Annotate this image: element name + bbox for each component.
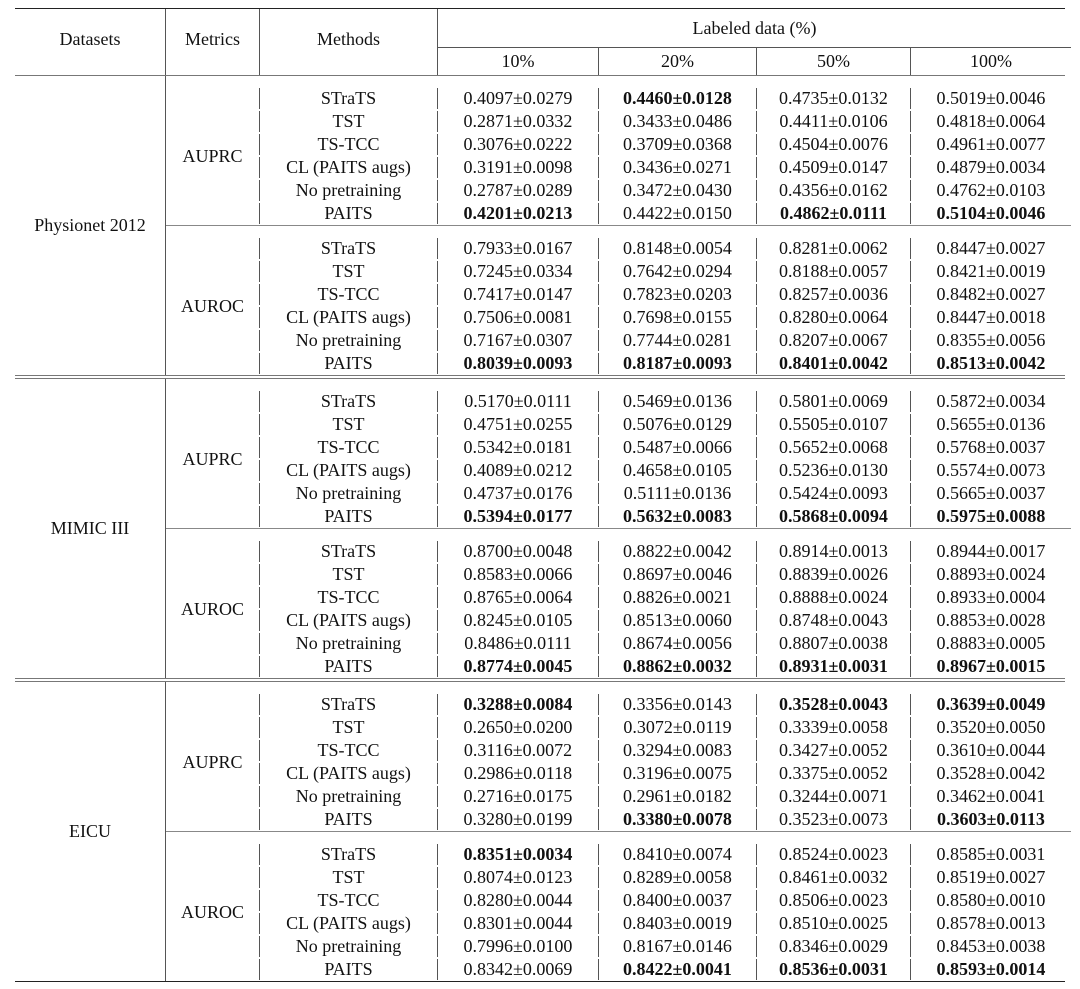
dataset-group [15, 76, 1065, 379]
value-cell: 0.7698±0.0155 [598, 307, 756, 328]
metric-blocks [165, 379, 1071, 678]
value-cell: 0.8447±0.0018 [910, 307, 1071, 328]
value-cell: 0.8453±0.0038 [910, 936, 1071, 957]
table-row [259, 808, 1071, 831]
value-cell: 0.5236±0.0130 [756, 460, 910, 481]
value-cell: 0.8486±0.0111 [437, 633, 598, 654]
method-name: TST [259, 261, 437, 282]
method-name: CL (PAITS augs) [259, 763, 437, 784]
value-cell: 0.2986±0.0118 [437, 763, 598, 784]
value-cell: 0.4504±0.0076 [756, 134, 910, 155]
value-cell: 0.8578±0.0013 [910, 913, 1071, 934]
metric-label: AUROC [180, 901, 244, 922]
value-cell: 0.5394±0.0177 [437, 506, 598, 527]
value-cell: 0.8289±0.0058 [598, 867, 756, 888]
value-cell: 0.7642±0.0294 [598, 261, 756, 282]
header-percent: 100% [910, 48, 1071, 75]
value-cell: 0.7823±0.0203 [598, 284, 756, 305]
table-row [259, 179, 1071, 202]
value-cell: 0.8346±0.0029 [756, 936, 910, 957]
value-cell: 0.8765±0.0064 [437, 587, 598, 608]
header-percent: 10% [501, 51, 535, 71]
value-cell: 0.8510±0.0025 [756, 913, 910, 934]
value-cell: 0.4751±0.0255 [437, 414, 598, 435]
value-cell: 0.7933±0.0167 [437, 238, 598, 259]
table-row [259, 586, 1071, 609]
table-row [259, 609, 1071, 632]
metric-block [166, 76, 1071, 226]
table-row [259, 843, 1071, 866]
table-row [259, 156, 1071, 179]
value-cell: 0.4879±0.0034 [910, 157, 1071, 178]
value-cell: 0.5665±0.0037 [910, 483, 1071, 504]
value-cell: 0.5469±0.0136 [598, 391, 756, 412]
table-row [259, 436, 1071, 459]
method-rows [259, 843, 1071, 981]
value-cell: 0.8888±0.0024 [756, 587, 910, 608]
value-cell: 0.8187±0.0093 [598, 353, 756, 374]
table-row [259, 202, 1071, 225]
header-percent: 20% [598, 48, 756, 75]
value-cell: 0.3427±0.0052 [756, 740, 910, 761]
value-cell: 0.7996±0.0100 [437, 936, 598, 957]
method-rows [259, 693, 1071, 831]
value-cell: 0.8482±0.0027 [910, 284, 1071, 305]
value-cell: 0.8401±0.0042 [756, 353, 910, 374]
value-cell: 0.3528±0.0042 [910, 763, 1071, 784]
value-cell: 0.3603±0.0113 [910, 809, 1071, 830]
value-cell: 0.8207±0.0067 [756, 330, 910, 351]
value-cell: 0.8826±0.0021 [598, 587, 756, 608]
value-cell: 0.3076±0.0222 [437, 134, 598, 155]
value-cell: 0.8967±0.0015 [910, 656, 1071, 677]
value-cell: 0.4961±0.0077 [910, 134, 1071, 155]
value-cell: 0.8447±0.0027 [910, 238, 1071, 259]
method-name: CL (PAITS augs) [259, 157, 437, 178]
value-cell: 0.3191±0.0098 [437, 157, 598, 178]
method-name: TST [259, 414, 437, 435]
method-name: No pretraining [259, 633, 437, 654]
method-name: PAITS [259, 809, 437, 830]
method-name: TST [259, 717, 437, 738]
value-cell: 0.8519±0.0027 [910, 867, 1071, 888]
method-name: No pretraining [259, 330, 437, 351]
value-cell: 0.8839±0.0026 [756, 564, 910, 585]
value-cell: 0.8674±0.0056 [598, 633, 756, 654]
method-name: STraTS [259, 541, 437, 562]
value-cell: 0.8933±0.0004 [910, 587, 1071, 608]
value-cell: 0.4460±0.0128 [598, 88, 756, 109]
value-cell: 0.8351±0.0034 [437, 844, 598, 865]
table-row [259, 110, 1071, 133]
method-name: STraTS [259, 694, 437, 715]
method-name: STraTS [259, 238, 437, 259]
value-cell: 0.8461±0.0032 [756, 867, 910, 888]
header-labeled-data [437, 9, 1071, 75]
value-cell: 0.3433±0.0486 [598, 111, 756, 132]
method-name: No pretraining [259, 786, 437, 807]
value-cell: 0.8281±0.0062 [756, 238, 910, 259]
metric-label: AUPRC [182, 145, 243, 166]
table-row [259, 739, 1071, 762]
value-cell: 0.7417±0.0147 [437, 284, 598, 305]
value-cell: 0.8422±0.0041 [598, 959, 756, 980]
value-cell: 0.2787±0.0289 [437, 180, 598, 201]
method-name: CL (PAITS augs) [259, 913, 437, 934]
value-cell: 0.4422±0.0150 [598, 203, 756, 224]
table-row [259, 912, 1071, 935]
value-cell: 0.4201±0.0213 [437, 203, 598, 224]
table-row [259, 237, 1071, 260]
value-cell: 0.8148±0.0054 [598, 238, 756, 259]
value-cell: 0.3375±0.0052 [756, 763, 910, 784]
value-cell: 0.3072±0.0119 [598, 717, 756, 738]
value-cell: 0.2716±0.0175 [437, 786, 598, 807]
value-cell: 0.4818±0.0064 [910, 111, 1071, 132]
value-cell: 0.8774±0.0045 [437, 656, 598, 677]
table-row [259, 693, 1071, 716]
value-cell: 0.5872±0.0034 [910, 391, 1071, 412]
value-cell: 0.8893±0.0024 [910, 564, 1071, 585]
metric-label: AUPRC [182, 448, 243, 469]
value-cell: 0.8513±0.0042 [910, 353, 1071, 374]
method-rows [259, 87, 1071, 225]
dataset-label: EICU [69, 821, 111, 841]
value-cell: 0.3528±0.0043 [756, 694, 910, 715]
value-cell: 0.8580±0.0010 [910, 890, 1071, 911]
value-cell: 0.4658±0.0105 [598, 460, 756, 481]
method-name: CL (PAITS augs) [259, 610, 437, 631]
value-cell: 0.3356±0.0143 [598, 694, 756, 715]
value-cell: 0.2871±0.0332 [437, 111, 598, 132]
value-cell: 0.8807±0.0038 [756, 633, 910, 654]
table-row [259, 762, 1071, 785]
method-name: TS-TCC [259, 134, 437, 155]
method-name: PAITS [259, 203, 437, 224]
method-name: PAITS [259, 506, 437, 527]
value-cell: 0.8167±0.0146 [598, 936, 756, 957]
value-cell: 0.2650±0.0200 [437, 717, 598, 738]
value-cell: 0.5170±0.0111 [437, 391, 598, 412]
value-cell: 0.8039±0.0093 [437, 353, 598, 374]
value-cell: 0.3639±0.0049 [910, 694, 1071, 715]
header-datasets: Datasets [59, 28, 121, 49]
value-cell: 0.8342±0.0069 [437, 959, 598, 980]
table-row [259, 958, 1071, 981]
method-rows [259, 390, 1071, 528]
value-cell: 0.5975±0.0088 [910, 506, 1071, 527]
metric-label: AUPRC [182, 751, 243, 772]
value-cell: 0.5019±0.0046 [910, 88, 1071, 109]
table-row [259, 655, 1071, 678]
value-cell: 0.3610±0.0044 [910, 740, 1071, 761]
table-row [259, 540, 1071, 563]
table-row [259, 260, 1071, 283]
value-cell: 0.3709±0.0368 [598, 134, 756, 155]
dataset-group [15, 682, 1065, 982]
metric-block [166, 226, 1071, 375]
value-cell: 0.8944±0.0017 [910, 541, 1071, 562]
metric-blocks [165, 682, 1071, 981]
method-name: STraTS [259, 391, 437, 412]
value-cell: 0.8853±0.0028 [910, 610, 1071, 631]
value-cell: 0.4509±0.0147 [756, 157, 910, 178]
header-percent: 50% [756, 48, 910, 75]
value-cell: 0.5342±0.0181 [437, 437, 598, 458]
method-name: PAITS [259, 959, 437, 980]
method-name: TST [259, 564, 437, 585]
method-name: TS-TCC [259, 740, 437, 761]
table-header [15, 9, 1065, 76]
value-cell: 0.4411±0.0106 [756, 111, 910, 132]
header-metrics: Metrics [165, 9, 259, 75]
method-name: TS-TCC [259, 890, 437, 911]
value-cell: 0.8074±0.0123 [437, 867, 598, 888]
value-cell: 0.3280±0.0199 [437, 809, 598, 830]
value-cell: 0.8245±0.0105 [437, 610, 598, 631]
value-cell: 0.8355±0.0056 [910, 330, 1071, 351]
value-cell: 0.8513±0.0060 [598, 610, 756, 631]
value-cell: 0.4762±0.0103 [910, 180, 1071, 201]
value-cell: 0.5076±0.0129 [598, 414, 756, 435]
value-cell: 0.8280±0.0044 [437, 890, 598, 911]
value-cell: 0.4089±0.0212 [437, 460, 598, 481]
value-cell: 0.5652±0.0068 [756, 437, 910, 458]
table-row [259, 935, 1071, 958]
table-row [259, 632, 1071, 655]
table-row [259, 87, 1071, 110]
value-cell: 0.3339±0.0058 [756, 717, 910, 738]
value-cell: 0.8583±0.0066 [437, 564, 598, 585]
value-cell: 0.3523±0.0073 [756, 809, 910, 830]
value-cell: 0.3294±0.0083 [598, 740, 756, 761]
value-cell: 0.8188±0.0057 [756, 261, 910, 282]
table-row [259, 352, 1071, 375]
value-cell: 0.3472±0.0430 [598, 180, 756, 201]
method-name: CL (PAITS augs) [259, 307, 437, 328]
value-cell: 0.7167±0.0307 [437, 330, 598, 351]
value-cell: 0.8822±0.0042 [598, 541, 756, 562]
value-cell: 0.8536±0.0031 [756, 959, 910, 980]
metric-block [166, 682, 1071, 832]
metric-block [166, 379, 1071, 529]
method-name: TS-TCC [259, 284, 437, 305]
value-cell: 0.8506±0.0023 [756, 890, 910, 911]
method-name: TS-TCC [259, 587, 437, 608]
method-name: No pretraining [259, 936, 437, 957]
method-rows [259, 237, 1071, 375]
table-row [259, 866, 1071, 889]
method-name: PAITS [259, 353, 437, 374]
value-cell: 0.3288±0.0084 [437, 694, 598, 715]
value-cell: 0.2961±0.0182 [598, 786, 756, 807]
metric-label: AUROC [180, 295, 244, 316]
table-row [259, 785, 1071, 808]
table-row [259, 716, 1071, 739]
value-cell: 0.8914±0.0013 [756, 541, 910, 562]
value-cell: 0.8410±0.0074 [598, 844, 756, 865]
value-cell: 0.8421±0.0019 [910, 261, 1071, 282]
value-cell: 0.4097±0.0279 [437, 88, 598, 109]
method-name: PAITS [259, 656, 437, 677]
value-cell: 0.5655±0.0136 [910, 414, 1071, 435]
value-cell: 0.8257±0.0036 [756, 284, 910, 305]
dataset-group [15, 379, 1065, 682]
value-cell: 0.8883±0.0005 [910, 633, 1071, 654]
value-cell: 0.5768±0.0037 [910, 437, 1071, 458]
method-rows [259, 540, 1071, 678]
dataset-label: Physionet 2012 [34, 215, 146, 235]
value-cell: 0.8524±0.0023 [756, 844, 910, 865]
value-cell: 0.8301±0.0044 [437, 913, 598, 934]
table-row [259, 505, 1071, 528]
method-name: No pretraining [259, 180, 437, 201]
header-methods: Methods [259, 9, 437, 75]
value-cell: 0.5574±0.0073 [910, 460, 1071, 481]
value-cell: 0.5505±0.0107 [756, 414, 910, 435]
value-cell: 0.8862±0.0032 [598, 656, 756, 677]
value-cell: 0.7245±0.0334 [437, 261, 598, 282]
value-cell: 0.8700±0.0048 [437, 541, 598, 562]
table-row [259, 413, 1071, 436]
table-row [259, 563, 1071, 586]
value-cell: 0.5424±0.0093 [756, 483, 910, 504]
value-cell: 0.5801±0.0069 [756, 391, 910, 412]
value-cell: 0.8697±0.0046 [598, 564, 756, 585]
method-name: STraTS [259, 844, 437, 865]
value-cell: 0.8593±0.0014 [910, 959, 1071, 980]
method-name: CL (PAITS augs) [259, 460, 437, 481]
table-body [15, 76, 1065, 982]
value-cell: 0.5868±0.0094 [756, 506, 910, 527]
dataset-label: MIMIC III [50, 518, 130, 538]
value-cell: 0.5111±0.0136 [598, 483, 756, 504]
table-row [259, 390, 1071, 413]
value-cell: 0.3462±0.0041 [910, 786, 1071, 807]
table-row [259, 283, 1071, 306]
method-name: TS-TCC [259, 437, 437, 458]
metric-block [166, 529, 1071, 678]
value-cell: 0.3116±0.0072 [437, 740, 598, 761]
value-cell: 0.8400±0.0037 [598, 890, 756, 911]
value-cell: 0.3244±0.0071 [756, 786, 910, 807]
table-row [259, 889, 1071, 912]
metric-block [166, 832, 1071, 981]
value-cell: 0.4735±0.0132 [756, 88, 910, 109]
table-row [259, 133, 1071, 156]
value-cell: 0.4862±0.0111 [756, 203, 910, 224]
value-cell: 0.8403±0.0019 [598, 913, 756, 934]
value-cell: 0.5104±0.0046 [910, 203, 1071, 224]
value-cell: 0.3436±0.0271 [598, 157, 756, 178]
value-cell: 0.8931±0.0031 [756, 656, 910, 677]
value-cell: 0.3196±0.0075 [598, 763, 756, 784]
method-name: No pretraining [259, 483, 437, 504]
table-row [259, 306, 1071, 329]
header-labeled-title: Labeled data (%) [438, 9, 1071, 48]
results-table [15, 8, 1065, 982]
value-cell: 0.5632±0.0083 [598, 506, 756, 527]
value-cell: 0.5487±0.0066 [598, 437, 756, 458]
metric-label: AUROC [180, 598, 244, 619]
method-name: TST [259, 867, 437, 888]
value-cell: 0.8748±0.0043 [756, 610, 910, 631]
value-cell: 0.8585±0.0031 [910, 844, 1071, 865]
method-name: STraTS [259, 88, 437, 109]
table-row [259, 482, 1071, 505]
value-cell: 0.8280±0.0064 [756, 307, 910, 328]
method-name: TST [259, 111, 437, 132]
metric-blocks [165, 76, 1071, 375]
value-cell: 0.7744±0.0281 [598, 330, 756, 351]
table-row [259, 459, 1071, 482]
value-cell: 0.4356±0.0162 [756, 180, 910, 201]
table-row [259, 329, 1071, 352]
value-cell: 0.3380±0.0078 [598, 809, 756, 830]
value-cell: 0.7506±0.0081 [437, 307, 598, 328]
value-cell: 0.3520±0.0050 [910, 717, 1071, 738]
value-cell: 0.4737±0.0176 [437, 483, 598, 504]
